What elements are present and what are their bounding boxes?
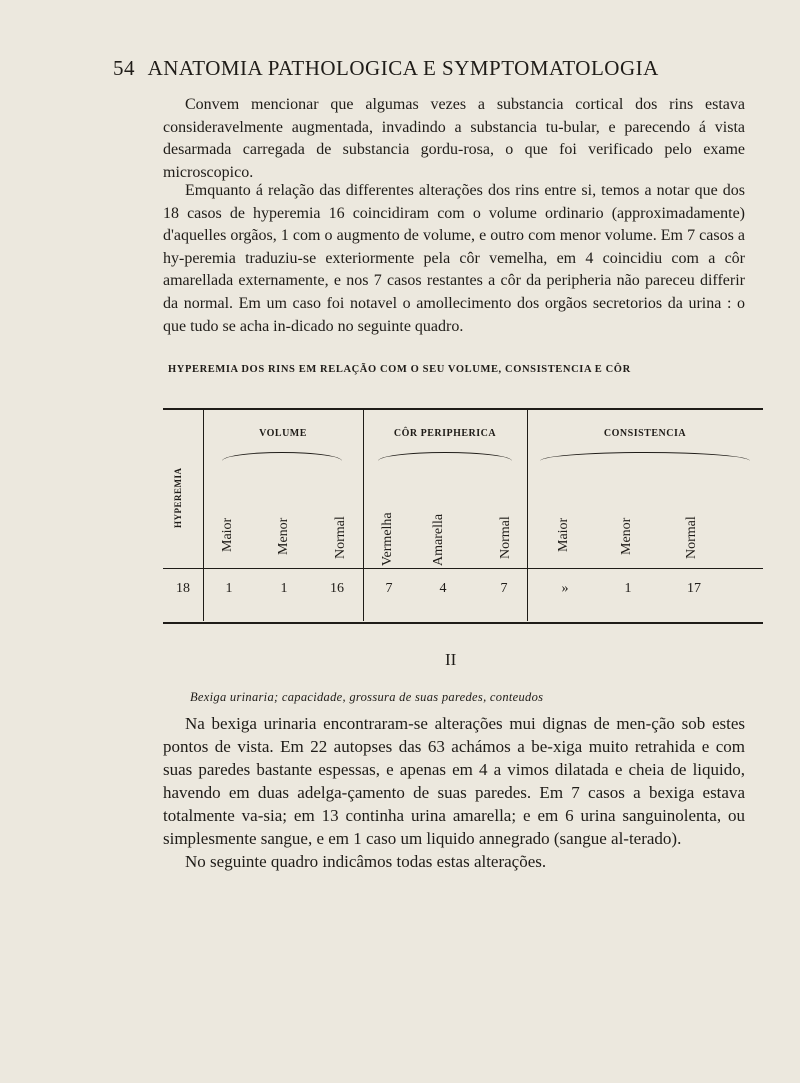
paragraph-2 (163, 180, 745, 338)
running-title: ANATOMIA PATHOLOGICA E SYMPTOMATOLOGIA (147, 56, 659, 80)
col-label: Maior (220, 517, 235, 552)
col-label: Menor (276, 517, 291, 555)
table-top-rule (163, 408, 763, 410)
cell-cor-vermelha: 7 (385, 581, 393, 596)
brace-consistencia (540, 452, 750, 461)
group-header-volume: VOLUME (259, 428, 307, 439)
cell-cons-maior: » (561, 581, 569, 596)
paragraph-2-text: Emquanto á relação das differentes alterações dos rins entre si, temos a notar que dos 18 casos de hyperemia 16 coincidiram com o volume ordinario (approximadamente) d'aquelles orgãos, 1 com o augmento de volume, e outro com menor volume. Em 7 casos a hy-peremia traduziu-se exteriormente pela côr vemelha, em 4 coincidiu com a côr amarellada externamente, e nos 7 casos restantes a côr da peripheria não pareceu differir da normal. Em um caso foi notavel o amollecimento dos orgãos secretorios da urina : o que tudo se acha in-dicado no seguinte quadro. (163, 182, 745, 335)
cell-volume-maior: 1 (225, 581, 233, 596)
table-title: HYPEREMIA DOS RINS EM RELAÇÃO COM O SEU VOLUME, CONSISTENCIA E CÔR (168, 364, 631, 375)
col-label: Maior (556, 517, 571, 552)
paragraph-3-text: Na bexiga urinaria encontraram-se alterações mui dignas de men-ção sob estes pontos de vista. Em 22 autopses das 63 achámos a be-xiga muito retrahida e com suas paredes bastante espessas, e apenas em 4 a vimos dilatada e cheia de liquido, havendo em duas adelga-çamento de suas paredes. Em 7 casos a bexiga estava totalmente va-sia; em 13 continha urina amarella; e em 6 urina sanguinolenta, ou simplesmente sangue, e em 1 caso um liquido annegrado (sangue al-terado). (163, 714, 745, 848)
cell-hyperemia: 18 (176, 581, 190, 596)
cell-volume-normal: 16 (330, 581, 344, 596)
col-label: Normal (498, 516, 513, 559)
row-header-hyperemia-label: HYPEREMIA (173, 467, 183, 528)
paragraph-1-text: Convem mencionar que algumas vezes a substancia cortical dos rins estava consideravelmente augmentada, invadindo a substancia tu-bular, e parecendo á vista desarmada carregada de substancia gordu-rosa, o que foi verificado pelo exame microscopico. (163, 96, 745, 181)
cell-volume-menor: 1 (280, 581, 288, 596)
cell-cons-normal: 17 (687, 581, 701, 596)
section-number: II (445, 650, 457, 669)
col-label: Amarella (431, 513, 446, 566)
paragraph-4-text: No seguinte quadro indicâmos todas estas alterações. (185, 852, 547, 871)
col-label: Menor (619, 517, 634, 555)
col-label: Normal (333, 516, 348, 559)
brace-cor (378, 452, 512, 461)
paragraph-1 (163, 94, 745, 184)
cell-cor-amarella: 4 (439, 581, 447, 596)
page-number: 54 (113, 56, 135, 80)
table-header-rule (163, 568, 763, 569)
brace-volume (222, 452, 342, 461)
cell-cons-menor: 1 (624, 581, 632, 596)
group-header-consistencia: CONSISTENCIA (603, 428, 687, 439)
section-subtitle: Bexiga urinaria; capacidade, grossura de suas paredes, conteudos (190, 690, 544, 704)
col-label: Normal (684, 516, 699, 559)
page-header (113, 56, 753, 81)
group-header-cor: CÔR PERIPHERICA (393, 428, 497, 439)
col-label: Vermelha (380, 512, 395, 566)
table-bottom-rule (163, 622, 763, 624)
paragraph-3 (163, 712, 745, 873)
cell-cor-normal: 7 (500, 581, 508, 596)
